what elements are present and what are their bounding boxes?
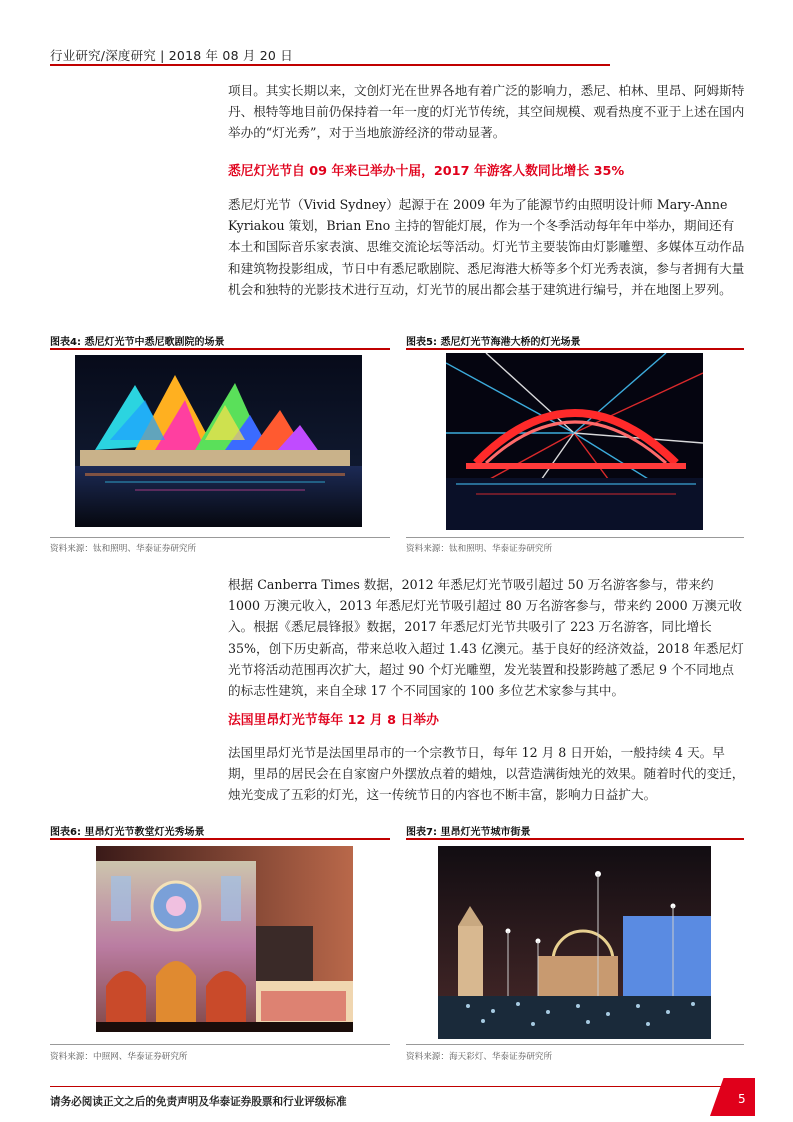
figure-5-source: 资料来源：钛和照明、华泰证券研究所 [406, 544, 553, 554]
figure-4-photo-opera-house [75, 355, 362, 527]
figure-7-rule [406, 838, 744, 840]
figure-6-photo-cathedral [96, 846, 353, 1032]
figure-4-source: 资料来源：钛和照明、华泰证券研究所 [50, 544, 197, 554]
paragraph-lyon: 法国里昂灯光节是法国里昂市的一个宗教节日，每年 12 月 8 日开始，一般持续 4 天。早期，里昂的居民会在自家窗户外摆放点着的蜡烛，以营造满街烛光的效果。随着时代的变迁，烛光变成了五彩的灯光，这一传统节日的内容也不断丰富，影响力日益扩大。 [228, 745, 745, 803]
figure-6-bottom-rule [50, 1044, 390, 1045]
section-title-sydney: 悉尼灯光节自 09 年来已举办十届，2017 年游客人数同比增长 35% [228, 164, 625, 179]
figure-4-caption: 图表4: 悉尼灯光节中悉尼歌剧院的场景 [50, 337, 225, 348]
figure-7-bottom-rule [406, 1044, 744, 1045]
section-title-lyon: 法国里昂灯光节每年 12 月 8 日举办 [228, 713, 439, 728]
figure-7-photo-street [438, 846, 711, 1039]
figure-4-rule [50, 348, 390, 350]
footer-disclaimer: 请务必阅读正文之后的免责声明及华泰证券股票和行业评级标准 [50, 1096, 347, 1108]
figure-5-rule [406, 348, 744, 350]
paragraph-sydney-vivid: 悉尼灯光节（Vivid Sydney）起源于在 2009 年为了能源节约由照明设计师 Mary-Anne Kyriakou 策划，Brian Eno 主持的智能灯展，作为一个冬季活动每年年中举办，期间还有本土和国际音乐家表演、思维交流论坛等活动。灯光节主要装饰由灯影雕塑、多媒体互动作品和建筑物投影组成，节日中有悉尼歌剧院、悉尼海港大桥等多个灯光秀表演，参与者拥有大量机会和独特的光影技术进行互动，灯光节的展出都会基于建筑进行编号，并在地图上罗列。 [228, 197, 745, 297]
footer-rule [50, 1086, 740, 1087]
figure-4-bottom-rule [50, 537, 390, 538]
figure-7-source: 资料来源：海天彩灯、华泰证券研究所 [406, 1052, 553, 1062]
header-rule [50, 64, 610, 66]
figure-6-caption: 图表6: 里昂灯光节教堂灯光秀场景 [50, 827, 205, 838]
figure-6-source: 资料来源：中照网、华泰证券研究所 [50, 1052, 188, 1062]
figure-7-caption: 图表7: 里昂灯光节城市街景 [406, 827, 531, 838]
paragraph-intro: 项目。其实长期以来，文创灯光在世界各地有着广泛的影响力，悉尼、柏林、里昂、阿姆斯特丹、根特等地目前仍保持着一年一度的灯光节传统，其空间规模、观看热度不亚于上述在国内举办的“灯光秀”，对于当地旅游经济的带动显著。 [228, 83, 745, 141]
report-header: 行业研究/深度研究 | 2018 年 08 月 20 日 [50, 48, 293, 63]
page-number-badge [710, 1078, 755, 1116]
paragraph-sydney-stats: 根据 Canberra Times 数据，2012 年悉尼灯光节吸引超过 50 万名游客参与，带来约 1000 万澳元收入，2013 年悉尼灯光节吸引超过 80 万名游客参与，带来约 2000 万澳元收入。根据《悉尼晨锋报》数据，2017 年悉尼灯光节共吸引了 223 万名游客，同比增长 35%，创下历史新高，带来总收入超过 1.43 亿澳元。基于良好的经济效益，2018 年悉尼灯光节将活动范围再次扩大，超过 90 个灯光雕塑，发光装置和投影跨越了悉尼 9 个不同地点的标志性建筑，来自全球 17 个不同国家的 100 多位艺术家参与其中。 [228, 577, 744, 699]
figure-6-rule [50, 838, 390, 840]
figure-5-caption: 图表5: 悉尼灯光节海港大桥的灯光场景 [406, 337, 581, 348]
figure-5-bottom-rule [406, 537, 744, 538]
figure-5-photo-harbour-bridge [446, 353, 703, 530]
page-number: 5 [738, 1092, 746, 1106]
